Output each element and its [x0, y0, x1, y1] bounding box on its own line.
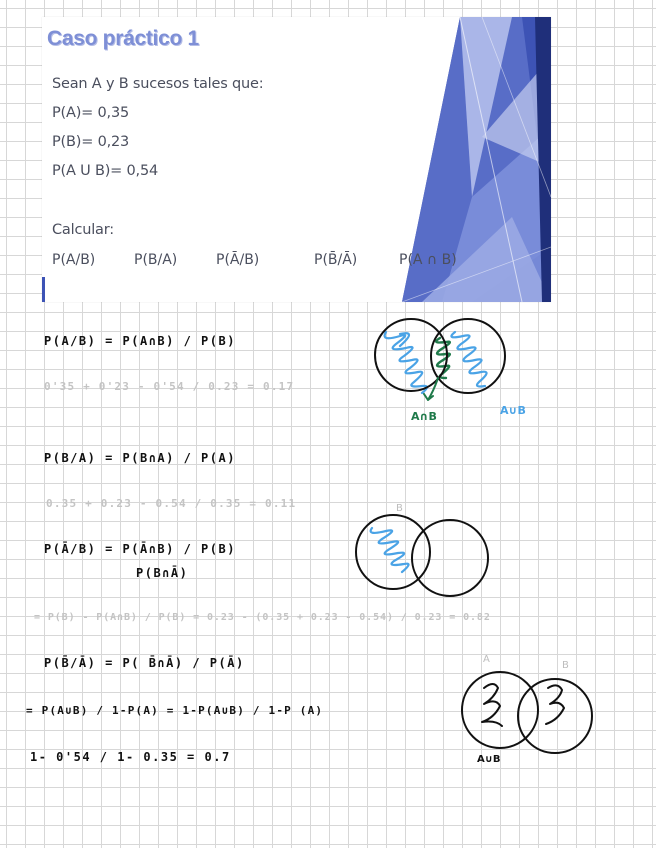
- d3-b-label: B: [562, 660, 569, 671]
- note-line4: P(B̄/Ā) = P( B̄∩Ā) / P(Ā): [44, 656, 245, 670]
- d1-intersection-label: A∩B: [411, 410, 437, 423]
- note-line1: P(A/B) = P(A∩B) / P(B): [44, 334, 236, 348]
- d1-union-label: A∪B: [500, 404, 526, 417]
- note-line6: 1- 0'54 / 1- 0.35 = 0.7: [30, 750, 231, 764]
- note-line2: P(B/A) = P(B∩A) / P(A): [44, 451, 236, 465]
- calc-item-pba: P(B/A): [134, 252, 178, 268]
- note-line1-work: 0'35 + 0'23 - 0'54 / 0.23 = 0.17: [44, 380, 295, 393]
- calc-label: Calcular:: [52, 222, 114, 238]
- note-line2-work: 0.35 + 0.23 - 0.54 / 0.35 = 0.11: [46, 497, 297, 510]
- note-line3a: P(Ā/B) = P(Ā∩B) / P(B): [44, 542, 236, 556]
- given-pa: P(A)= 0,35: [52, 105, 130, 121]
- venn-diagram-3: [462, 672, 592, 753]
- venn-diagram-1: [375, 319, 505, 400]
- d3-a-label: A: [483, 654, 490, 665]
- intro-text: Sean A y B sucesos tales que:: [52, 76, 264, 92]
- d1-right-scribble: [451, 332, 486, 387]
- note-line5: = P(A∪B) / 1-P(A) = 1-P(A∪B) / 1-P (A): [26, 704, 324, 717]
- note-line3-work: = P(B) - P(A∩B) / P(B) = 0.23 - (0.35 + 0.23 - 0.54) / 0.23 = 0.82: [34, 612, 491, 623]
- calc-item-pnotab: P(Ā/B): [216, 252, 260, 268]
- calc-item-pintersection: P(A ∩ B): [399, 252, 457, 268]
- calc-item-pnotbnota: P(B̄/Ā): [314, 252, 358, 268]
- calc-item-pab: P(A/B): [52, 252, 96, 268]
- d3-union-label: A∪B: [477, 754, 501, 765]
- given-paub: P(A U B)= 0,54: [52, 163, 158, 179]
- d2-b-label: B: [396, 503, 403, 514]
- d2-scribble: [371, 528, 409, 572]
- venn-diagram-2: [356, 515, 488, 596]
- d3-right-scribble: [546, 685, 564, 724]
- d3-left-scribble: [482, 684, 502, 726]
- given-pb: P(B)= 0,23: [52, 134, 130, 150]
- slide-title: Caso práctico 1: [47, 27, 199, 50]
- note-line3b: P(B∩Ā): [136, 566, 189, 580]
